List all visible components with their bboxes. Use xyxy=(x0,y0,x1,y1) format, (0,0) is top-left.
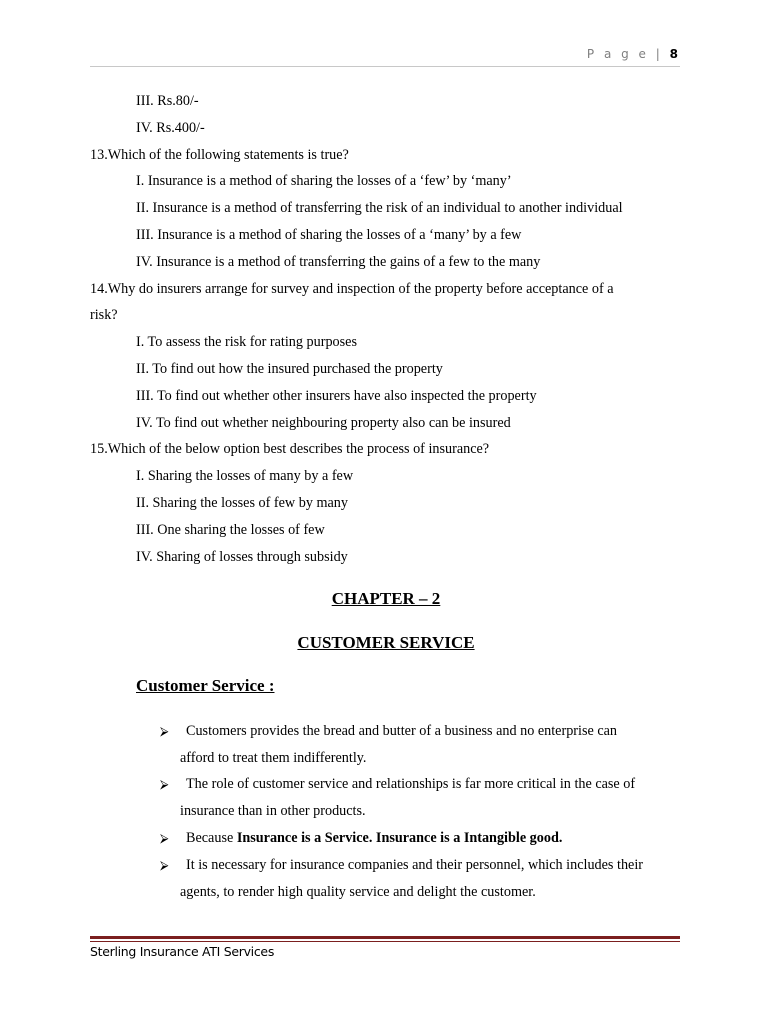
page-header xyxy=(90,44,680,67)
page-label-text: P a g e xyxy=(586,47,649,61)
option-line: III. One sharing the losses of few xyxy=(136,521,325,538)
page-number-label xyxy=(587,47,678,61)
bullet-text-continued: afford to treat them indifferently. xyxy=(180,749,367,766)
question-14: 14.Why do insurers arrange for survey and inspection of the property before acceptance of a xyxy=(90,280,614,297)
bullet-text: It is necessary for insurance companies and their personnel, which includes their xyxy=(186,856,643,873)
option-line: II. To find out how the insured purchased the property xyxy=(136,360,443,377)
question-14-continued: risk? xyxy=(90,307,118,324)
section-heading: Customer Service : xyxy=(136,675,275,695)
arrowhead-icon: ⮚ xyxy=(160,830,169,845)
question-15: 15.Which of the below option best describes the process of insurance? xyxy=(90,441,490,458)
bullet-text: Customers provides the bread and butter of a business and no enterprise can xyxy=(186,722,618,739)
option-line: III. Insurance is a method of sharing the losses of a ‘many’ by a few xyxy=(136,226,522,243)
page-number: 8 xyxy=(669,47,678,61)
chapter-name: CUSTOMER SERVICE xyxy=(297,633,475,653)
option-line: I. To assess the risk for rating purposes xyxy=(136,334,357,351)
footer-rule-thick xyxy=(90,936,680,939)
bullet-text-continued: agents, to render high quality service and delight the customer. xyxy=(180,883,536,900)
list-item xyxy=(160,771,682,825)
arrowhead-icon: ⮚ xyxy=(160,777,169,792)
question-13: 13.Which of the following statements is true? xyxy=(90,146,349,163)
option-line: I. Sharing the losses of many by a few xyxy=(136,468,354,485)
list-item xyxy=(160,852,682,906)
option-line: I. Insurance is a method of sharing the losses of a ‘few’ by ‘many’ xyxy=(136,173,512,190)
page-footer: Sterling Insurance ATI Services xyxy=(90,944,275,959)
arrowhead-icon: ⮚ xyxy=(160,723,169,738)
bullet-text: Because xyxy=(186,829,237,846)
chapter-title: CHAPTER – 2 xyxy=(331,589,441,609)
arrowhead-icon: ⮚ xyxy=(160,857,169,872)
bullet-text-continued: insurance than in other products. xyxy=(180,803,366,820)
option-line: III. To find out whether other insurers have also inspected the property xyxy=(136,387,537,404)
bullet-text: The role of customer service and relationships is far more critical in the case of xyxy=(186,776,636,793)
bullet-list xyxy=(90,718,682,906)
bullet-bold-text: Insurance is a Service. Insurance is a Intangible good. xyxy=(236,829,563,846)
option-line: IV. Sharing of losses through subsidy xyxy=(136,548,348,565)
footer-rule-thin xyxy=(90,941,680,942)
option-line: IV. Rs.400/- xyxy=(136,119,205,136)
document-body xyxy=(90,88,682,905)
option-line: III. Rs.80/- xyxy=(136,93,199,109)
list-item xyxy=(160,825,682,852)
option-line: II. Insurance is a method of transferring the risk of an individual to another individual xyxy=(136,200,623,217)
list-item xyxy=(160,718,682,772)
option-line: IV. To find out whether neighbouring property also can be insured xyxy=(136,414,511,431)
option-line: IV. Insurance is a method of transferring the gains of a few to the many xyxy=(136,253,541,270)
option-line: II. Sharing the losses of few by many xyxy=(136,494,348,511)
page-separator: | xyxy=(655,47,663,61)
